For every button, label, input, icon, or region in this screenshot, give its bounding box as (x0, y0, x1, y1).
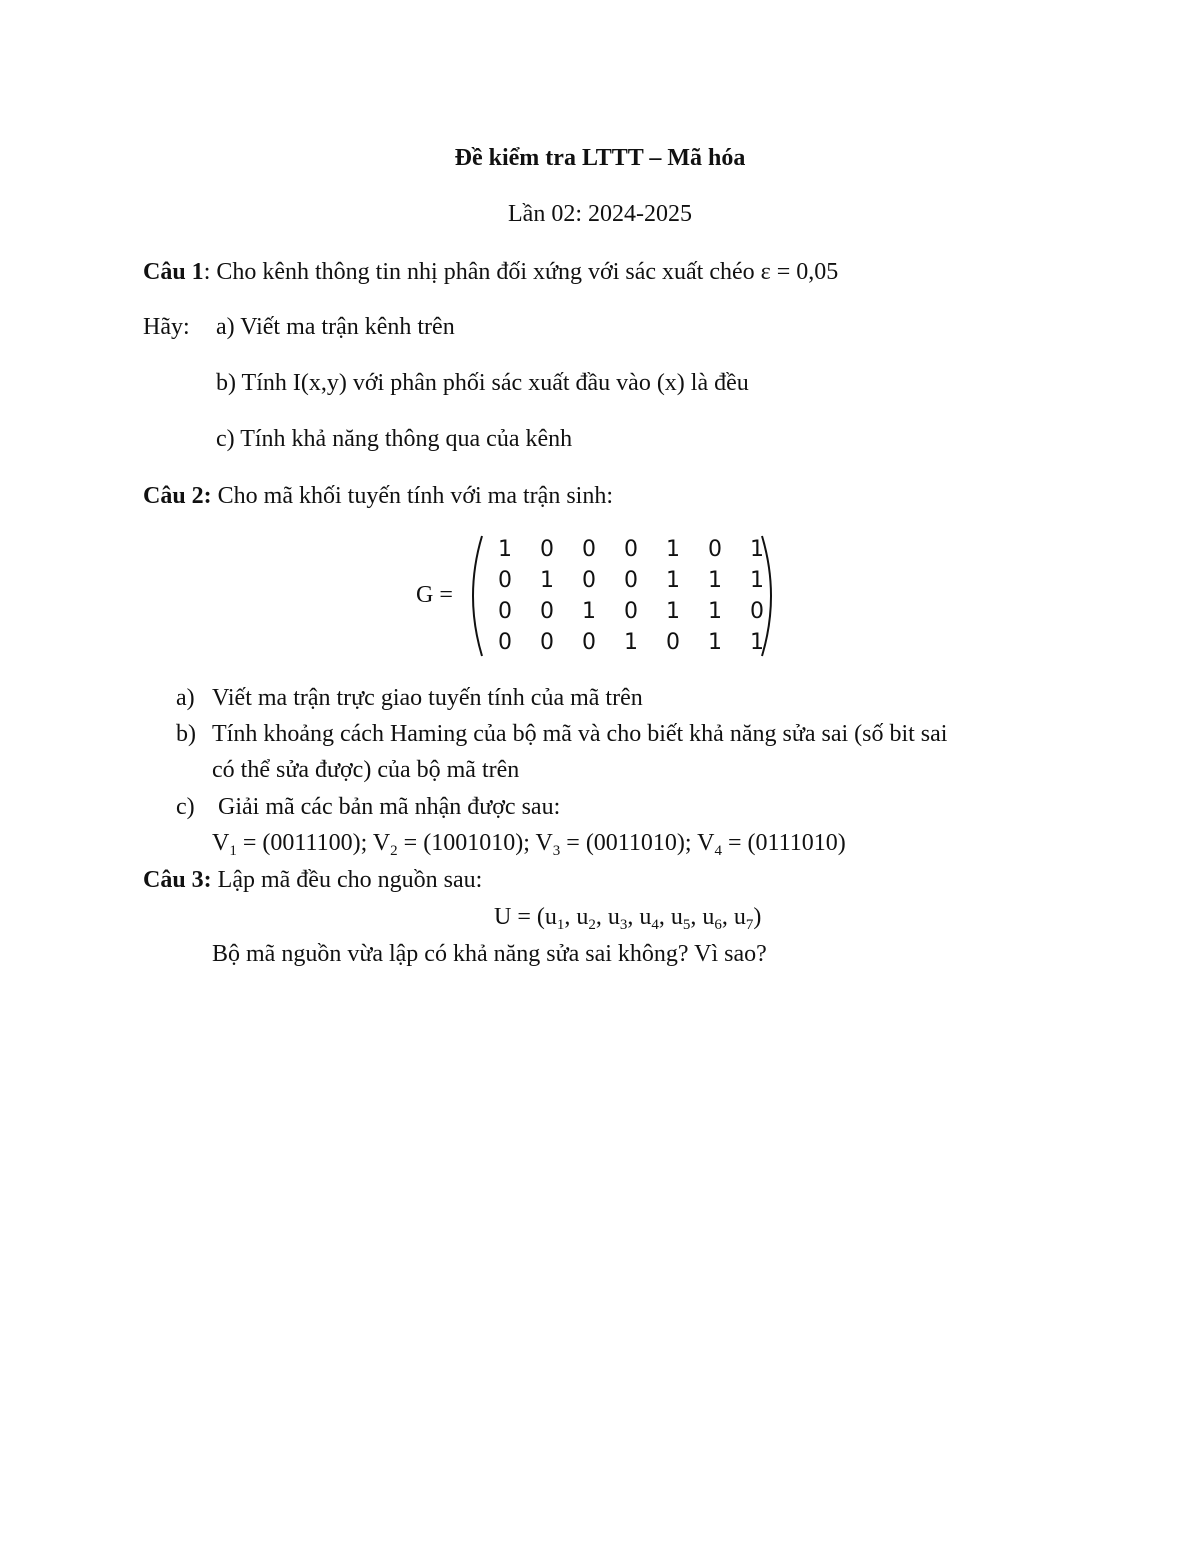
question-1-part-c: c) Tính khả năng thông qua của kênh (216, 426, 573, 452)
matrix-cell: 1 (750, 630, 764, 655)
left-parenthesis (473, 536, 482, 656)
question-1-part-a: a) Viết ma trận kênh trên (216, 314, 455, 340)
matrix-cell: 0 (540, 537, 554, 562)
matrix-cell: 1 (708, 630, 722, 655)
matrix-cell: 0 (666, 630, 680, 655)
question-3-text: Lập mã đều cho nguồn sau: (217, 867, 483, 893)
question-1-text: : Cho kênh thông tin nhị phân đối xứng với sác xuất chéo ε = 0,05 (203, 259, 839, 285)
question-2-part-a: Viết ma trận trực giao tuyến tính của mã trên (212, 685, 643, 711)
matrix-cell: 0 (750, 599, 764, 624)
exam-subtitle: Lần 02: 2024-2025 (508, 201, 692, 227)
matrix-cell: 1 (624, 630, 638, 655)
question-2-part-a-marker: a) (176, 685, 195, 711)
question-3 (143, 865, 482, 895)
received-codewords: $V_1 = (0011100)$; $V_2 = (1001010)$; $V_3 = (0011010)$; $V_4 = (0111010)$ (212, 830, 846, 859)
question-2-part-b-marker: b) (176, 721, 196, 747)
exam-title: Đề kiểm tra LTTT – Mã hóa (454, 145, 746, 171)
matrix-cell: 0 (708, 537, 722, 562)
matrix-cell: 0 (498, 599, 512, 624)
question-1-label: Câu 1 (143, 259, 204, 285)
question-3-followup: Bộ mã nguồn vừa lập có khả năng sửa sai không? Vì sao? (212, 941, 767, 967)
matrix-cell: 1 (582, 599, 596, 624)
matrix-cell: 0 (582, 568, 596, 593)
matrix-cell: 1 (666, 537, 680, 562)
matrix-label: G = (416, 582, 453, 608)
matrix-cell: 0 (540, 599, 554, 624)
question-2-part-b-line2: có thể sửa được) của bộ mã trên (212, 757, 520, 783)
matrix-grid (484, 534, 778, 658)
matrix-cell: 1 (750, 568, 764, 593)
matrix-cell: 1 (540, 568, 554, 593)
matrix-cell: 1 (666, 568, 680, 593)
matrix-cell: 0 (624, 537, 638, 562)
question-1-prompt: Hãy: (143, 314, 190, 340)
matrix-cell: 1 (750, 537, 764, 562)
question-2-part-c: Giải mã các bản mã nhận được sau: (218, 794, 561, 820)
question-2 (143, 481, 613, 511)
matrix-cell: 0 (624, 568, 638, 593)
matrix-cell: 1 (708, 568, 722, 593)
matrix-cell: 1 (666, 599, 680, 624)
question-2-part-b-line1: Tính khoảng cách Haming của bộ mã và cho biết khả năng sửa sai (số bit sai (212, 721, 948, 747)
matrix-cell: 1 (708, 599, 722, 624)
question-3-label: Câu 3: (143, 867, 212, 893)
question-2-label: Câu 2: (143, 483, 212, 509)
matrix-cell: 0 (582, 537, 596, 562)
generator-matrix (466, 534, 786, 658)
matrix-cell: 0 (624, 599, 638, 624)
question-1 (143, 257, 838, 287)
question-2-part-c-marker: c) (176, 794, 195, 820)
question-2-text: Cho mã khối tuyến tính với ma trận sinh: (217, 483, 613, 509)
matrix-cell: 0 (540, 630, 554, 655)
matrix-cell: 1 (498, 537, 512, 562)
source-alphabet: $U = (u_1$, $u_2$, $u_3$, $u_4$, $u_5$, $u_6$, $u_7$) (494, 904, 762, 933)
matrix-cell: 0 (582, 630, 596, 655)
matrix-cell: 0 (498, 630, 512, 655)
question-1-part-b: b) Tính I(x,y) với phân phối sác xuất đầu vào (x) là đều (216, 370, 749, 396)
matrix-cell: 0 (498, 568, 512, 593)
